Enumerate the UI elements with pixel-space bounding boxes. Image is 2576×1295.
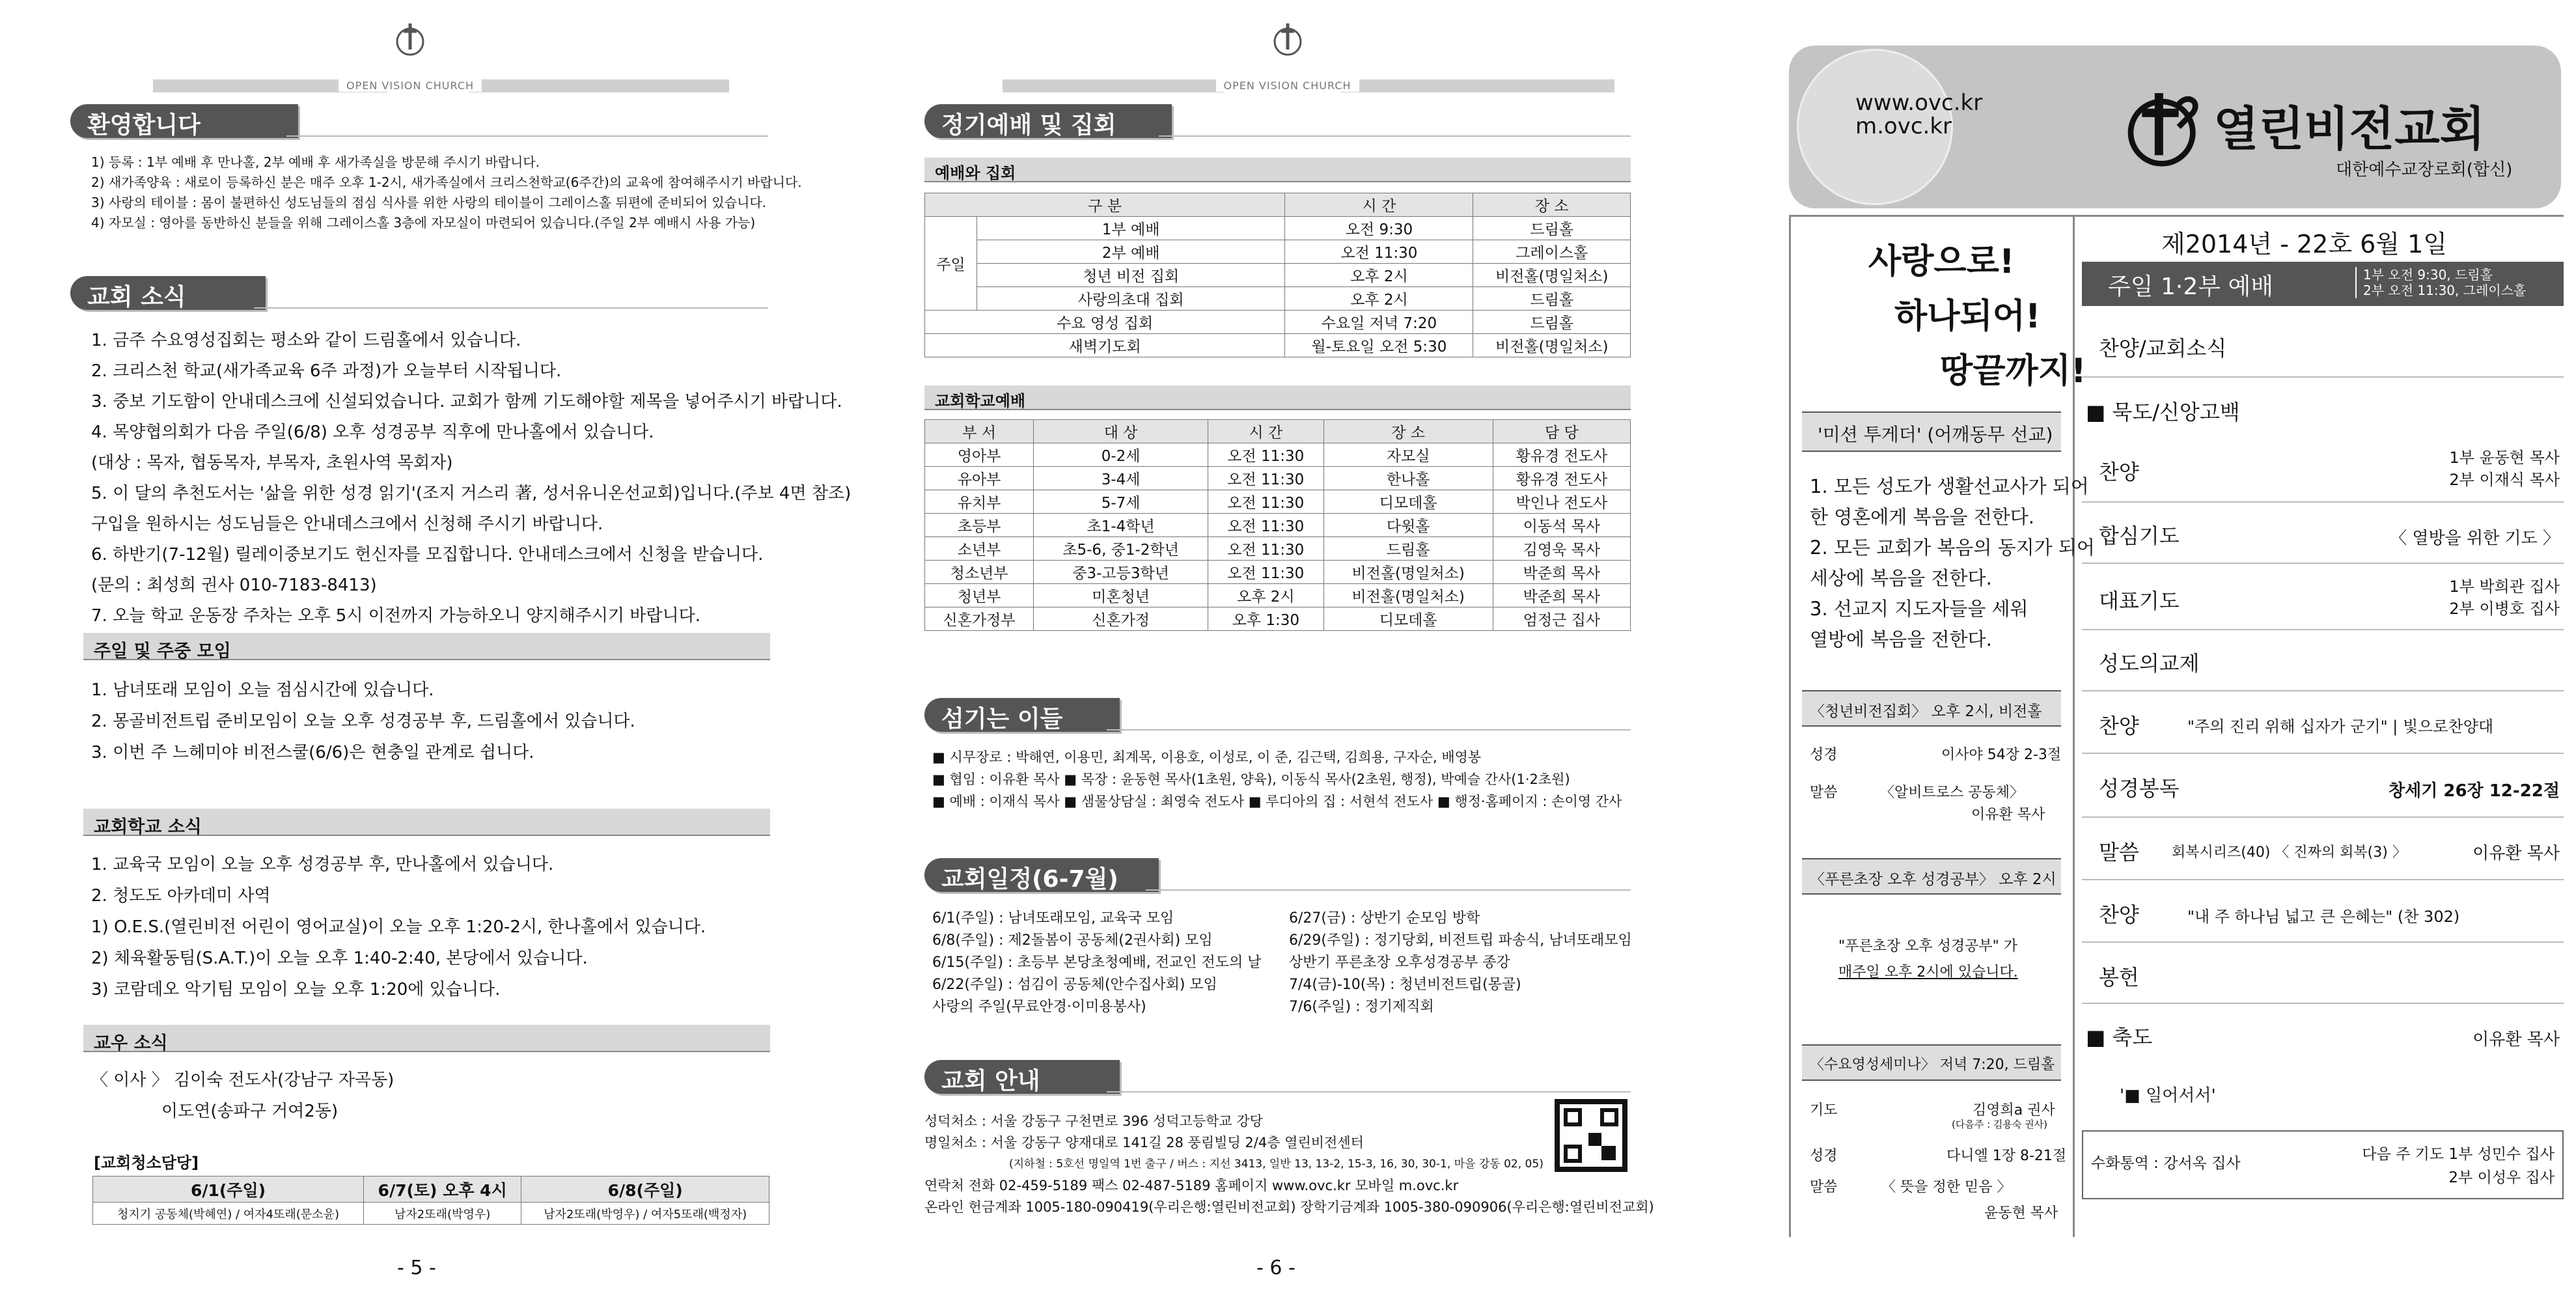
section-member-news: 교우 소식 bbox=[83, 1025, 770, 1052]
section-info: 교회 안내 bbox=[924, 1060, 1120, 1094]
church-name-en: OPEN VISION CHURCH bbox=[1215, 79, 1359, 92]
green-title: 〈푸른초장 오후 성경공부〉 오후 2시 bbox=[1810, 871, 2057, 888]
green-line-1: "푸른초장 오후 성경공부" 가 bbox=[1838, 938, 2017, 954]
wed-sermon-label: 말씀 bbox=[1810, 1179, 1838, 1195]
page-5 bbox=[0, 0, 852, 1295]
info-list: 성덕처소 : 서울 강동구 구천면로 396 성덕고등학교 강당 명일처소 : 서울 강동구 양재대로 141길 28 풍림빌딩 2/4층 열린비전센터 (지하철 : 5호선 명일역 1번 출구 / 버스 : 지선 3413, 일반 13, 13-2, 15-3, 16, 30, 30-1, 마을 강동 02, 05) 연락처 전화 02-459-5189 팩스 02-487-5189 홈페이지 www.ovc.kr 모바일 m.ovc.kr 온라인 헌금계좌 1005-180-090419(우리은행:열린비전교회) 장학기금계좌 1005-380-090906(우리은행:열린비전교회) bbox=[924, 1113, 1654, 1215]
cleaning-title: [교회청소담당] bbox=[94, 1154, 199, 1172]
service-bar bbox=[2082, 262, 2564, 306]
wed-bible: 다니엘 1장 8-21절 bbox=[1946, 1148, 2067, 1164]
service-times: 1부 오전 9:30, 드림홀 2부 오전 11:30, 그레이스홀 bbox=[2355, 267, 2526, 298]
church-logo-icon bbox=[391, 20, 430, 59]
section-news: 교회 소식 bbox=[70, 276, 266, 310]
page-number: - 6 - bbox=[1256, 1257, 1295, 1279]
page-6 bbox=[859, 0, 1715, 1295]
page-cover: www.ovc.kr m.ovc.kr 열린비전교회 대한예수교장로회(합신) 제2014년 - 22호 6월 1일 주일 1·2부 예배 1부 오전 9:30, 드림홀 2부 오전 11:30, 그레이스홀 사랑으로! 하나되어! 땅끝까지! '미션 투게더' (어깨동무 선교) 1. 모든 성도가 생활선교사가 되어 한 영혼에게 복음을 전한다. 2. 모든 교회가 복음의 동지가 되어 세상에 복음을 전한다. 3. 선교지 지도자들을 세워 열방에 복음을 전한다. 〈청년비전집회〉 오후 2시, 비전홀 성경 이사야 54장 2-3절 말씀 〈알비트로스 공동체〉 이유환 목사 〈푸른초장 오후 성경공부〉 오후 2시 "푸른초장 오후 성경공부" 가 매주일 오후 2시에 있습니다. 〈수요영성세미나〉 저녁 7:20, 드림홀 기도 김영희a 권사 (다음주 : 김용숙 권사) 성경 다니엘 1장 8-21절 말씀 〈 뜻을 정한 믿음 〉 윤동현 목사 찬양/교회소식 ■ 묵도/신앙고백 찬양 1부 윤동현 목사 2부 이재식 목사 합심기도 〈 열방을 위한 기도 〉 대표기도 1부 박희관 집사 2부 이병호 집사 성도의교제 찬양 "주의 진리 위해 십자가 군기" | 빛으로찬양대 성경봉독 창세기 26장 12-22절 말씀 회복시리즈(40) 〈 진짜의 회복(3) 〉 이유환 목사 찬양 "내 주 하나님 넓고 큰 은혜는" (찬 302) 봉헌 ■ 축도 이유환 목사 '■ 일어서서' 수화통역 : 강서옥 집사 다음 주 기도 1부 성민수 집사 2부 이성우 집사 bbox=[1771, 0, 2576, 1295]
bulletin-date: 제2014년 - 22호 6월 1일 bbox=[2161, 230, 2447, 258]
school-worship-table: 부 서 대 상 시 간 장 소 담 당 영아부 0-2세 오전 11:30 자모실 황유경 전도사 유아부 3-4세 오전 11:30 한나홀 황유경 전도사 유치부 5-7세 오전 11:30 디모데홀 박인나 전도사 초등부 초1-4학년 오전 11:30 다윗홀 이동석 목사 소년부 초5-6, 중1-2학년 오전 11:30 드림홀 김영욱 목사 청소년부 중3-고등3학년 오전 11:30 비전홀(명일처소) 박준희 목사 청년부 미혼청년 오후 2시 비전홀(명일처소) 박준희 목사 신혼가정부 신혼가정 오후 1:30 디모데홀 엄정근 집사 bbox=[924, 419, 1631, 631]
section-welcome: 환영합니다 bbox=[70, 104, 298, 138]
section-sunday-meetings: 주일 및 주중 모임 bbox=[83, 633, 770, 660]
wed-sermon: 〈 뜻을 정한 믿음 〉 bbox=[1881, 1179, 2012, 1195]
green-line-2: 매주일 오후 2시에 있습니다. bbox=[1838, 964, 2018, 981]
denomination: 대한예수교장로회(합신) bbox=[2336, 160, 2513, 180]
slogan: 사랑으로! 하나되어! 땅끝까지! bbox=[1868, 242, 2086, 391]
church-logo-icon bbox=[2122, 85, 2207, 169]
youth-sermon: 〈알비트로스 공동체〉 bbox=[1880, 785, 2025, 801]
section-worship: 정기예배 및 집회 bbox=[924, 104, 1172, 138]
amen-note: '■ 일어서서' bbox=[2120, 1086, 2216, 1106]
school-list: 1. 교육국 모임이 오늘 오후 성경공부 후, 만나홀에서 있습니다. 2. 청도도 아카데미 사역 1) O.E.S.(열린비전 어린이 영어교실)이 오늘 오후 1:20-2시, 한나홀에서 있습니다. 2) 체육활동팀(S.A.T.)이 오늘 오후 1:40-2:40, 본당에서 있습니다. 3) 코람데오 악기팀 모임이 오늘 오후 1:20에 있습니다. bbox=[91, 855, 706, 999]
church-name-en: OPEN VISION CHURCH bbox=[339, 79, 482, 92]
youth-preacher: 이유환 목사 bbox=[1971, 807, 2045, 823]
school-worship-sub: 교회학교예배 bbox=[924, 385, 1631, 410]
qr-code-icon bbox=[1555, 1099, 1627, 1172]
schedule-right: 6/27(금) : 상반기 순모임 방학 6/29(주일) : 정기당회, 비전트립 파송식, 남녀또래모임 상반기 푸른초장 오후성경공부 종강 7/4(금)-10(목) : 청년비전트립(몽골) 7/6(주일) : 정기제직회 bbox=[1289, 910, 1632, 1015]
news-list: 1. 금주 수요영성집회는 평소와 같이 드림홀에서 있습니다. 2. 크리스천 학교(새가족교육 6주 과정)가 오늘부터 시작됩니다. 3. 중보 기도함이 안내데스크에 신설되었습니다. 교회가 함께 기도해야할 제목을 넣어주시기 바랍니다. 4. 목양협의회가 다음 주일(6/8) 오후 성경공부 직후에 만나홀에서 있습니다. (대상 : 목자, 협동목자, 부목자, 초원사역 목회자) 5. 이 달의 추천도서는 '삶을 위한 성경 읽기'(조지 거스리 著, 성서유니온선교회)입니다.(주보 4면 참조) 구입을 원하시는 성도님들은 안내데스크에서 신청해 주시기 바랍니다. 6. 하반기(7-12월) 릴레이중보기도 헌신자를 모집합니다. 안내데스크에서 신청을 받습니다. (문의 : 최성희 권사 010-7183-8413) 7. 오늘 학교 운동장 주차는 오후 5시 이전까지 가능하오니 양지해주시기 바랍니다. bbox=[91, 331, 852, 626]
wed-title: 〈수요영성세미나〉 저녁 7:20, 드림홀 bbox=[1810, 1057, 2055, 1073]
wed-prayer-label: 기도 bbox=[1810, 1102, 1838, 1119]
section-school-news: 교회학교 소식 bbox=[83, 809, 770, 836]
wed-prayer: 김영희a 권사 bbox=[1973, 1102, 2055, 1119]
cleaning-table: 6/1(주일) 6/7(토) 오후 4시 6/8(주일) 청지기 공동체(박혜연) / 여자4또래(문소윤) 남자2또래(박영우) 남자2또래(박영우) / 여자5또래(백정자) bbox=[92, 1176, 769, 1225]
mission-list: 1. 모든 성도가 생활선교사가 되어 한 영혼에게 복음을 전한다. 2. 모든 교회가 복음의 동지가 되어 세상에 복음을 전한다. 3. 선교지 지도자들을 세워 열방에 복음을 전한다. bbox=[1810, 475, 2095, 650]
worship-sub: 예배와 집회 bbox=[924, 158, 1631, 182]
page-header bbox=[859, 20, 1715, 92]
church-logo-icon bbox=[1268, 20, 1307, 59]
section-servants: 섬기는 이들 bbox=[924, 698, 1120, 732]
wed-next-prayer: (다음주 : 김용숙 권사) bbox=[1952, 1119, 2047, 1130]
footer-box: 수화통역 : 강서옥 집사 다음 주 기도 1부 성민수 집사 2부 이성우 집사 bbox=[2082, 1130, 2564, 1199]
page-number: - 5 - bbox=[397, 1257, 436, 1279]
wed-preacher: 윤동현 목사 bbox=[1984, 1205, 2058, 1221]
member-line-2: 이도연(송파구 거여2동) bbox=[161, 1102, 339, 1121]
youth-title: 〈청년비전집회〉 오후 2시, 비전홀 bbox=[1810, 703, 2042, 720]
youth-bible-label: 성경 bbox=[1810, 747, 1838, 763]
church-name-ko: 열린비전교회 bbox=[2213, 102, 2486, 156]
servants-list: ■ 시무장로 : 박해연, 이용민, 최계목, 이용호, 이성로, 이 준, 김근택, 김희용, 구자순, 배영봉 ■ 협임 : 이유환 목사 ■ 목장 : 윤동현 목사(1초원, 양육), 이동식 목사(2초원, 행정), 박예슬 간사(1·2초원) ■ 예배 : 이재식 목사 ■ 샘물상담실 : 최영숙 전도사 ■ 루디아의 집 : 서현석 전도사 ■ 행정·홈페이지 : 손이영 간사 bbox=[932, 749, 1622, 809]
youth-bible: 이사야 54장 2-3절 bbox=[1941, 747, 2062, 763]
mission-header: '미션 투게더' (어깨동무 선교) bbox=[1802, 411, 2061, 452]
schedule-left: 6/1(주일) : 남녀또래모임, 교육국 모임 6/8(주일) : 제2돌봄이 공동체(2권사회) 모임 6/15(주일) : 초등부 본당초청예배, 전교인 전도의 날 6/22(주일) : 섬김이 공동체(안수집사회) 모임 사랑의 주일(무료안경·이미용봉사) bbox=[932, 910, 1262, 1015]
section-schedule: 교회일정(6-7월) bbox=[924, 858, 1159, 892]
page-header bbox=[0, 20, 820, 92]
welcome-list: 1) 등록 : 1부 예배 후 만나홀, 2부 예배 후 새가족실을 방문해 주시기 바랍니다. 2) 새가족양육 : 새로이 등록하신 분은 매주 오후 1-2시, 새가족실에서 크리스천학교(6주간)의 교육에 참여해주시기 바랍니다. 3) 사랑의 테이블 : 몸이 불편하신 성도님들의 점심 식사를 위한 사랑의 테이블이 그레이스홀 뒤편에 준비되어 있습니다. 4) 자모실 : 영아를 동반하신 분들을 위해 그레이스홀 3층에 자모실이 마련되어 있습니다.(주일 2부 예배시 사용 가능) bbox=[91, 154, 802, 230]
worship-table: 구 분 시 간 장 소 주일 1부 예배 오전 9:30 드림홀 2부 예배 오전 11:30 그레이스홀 청년 비전 집회 오후 2시 비전홀(명일처소) 사랑의초대 집회 오후 2시 드림홀 수요 영성 집회 수요일 저녁 7:20 드림홀 새벽기도회 월-토요일 오전 5:30 비전홀(명일처소) bbox=[924, 193, 1631, 357]
youth-sermon-label: 말씀 bbox=[1810, 785, 1838, 801]
website-urls: www.ovc.kr m.ovc.kr bbox=[1855, 90, 1983, 139]
wed-bible-label: 성경 bbox=[1810, 1148, 1838, 1164]
sunday-list: 1. 남녀또래 모임이 오늘 점심시간에 있습니다. 2. 몽골비전트립 준비모임이 오늘 오후 성경공부 후, 드림홀에서 있습니다. 3. 이번 주 느헤미야 비전스쿨(6/6)은 현충일 관계로 쉽니다. bbox=[91, 680, 635, 762]
member-line-1: 〈 이사 〉 김이숙 전도사(강남구 자곡동) bbox=[91, 1070, 395, 1090]
service-title: 주일 1·2부 예배 bbox=[2108, 273, 2274, 300]
